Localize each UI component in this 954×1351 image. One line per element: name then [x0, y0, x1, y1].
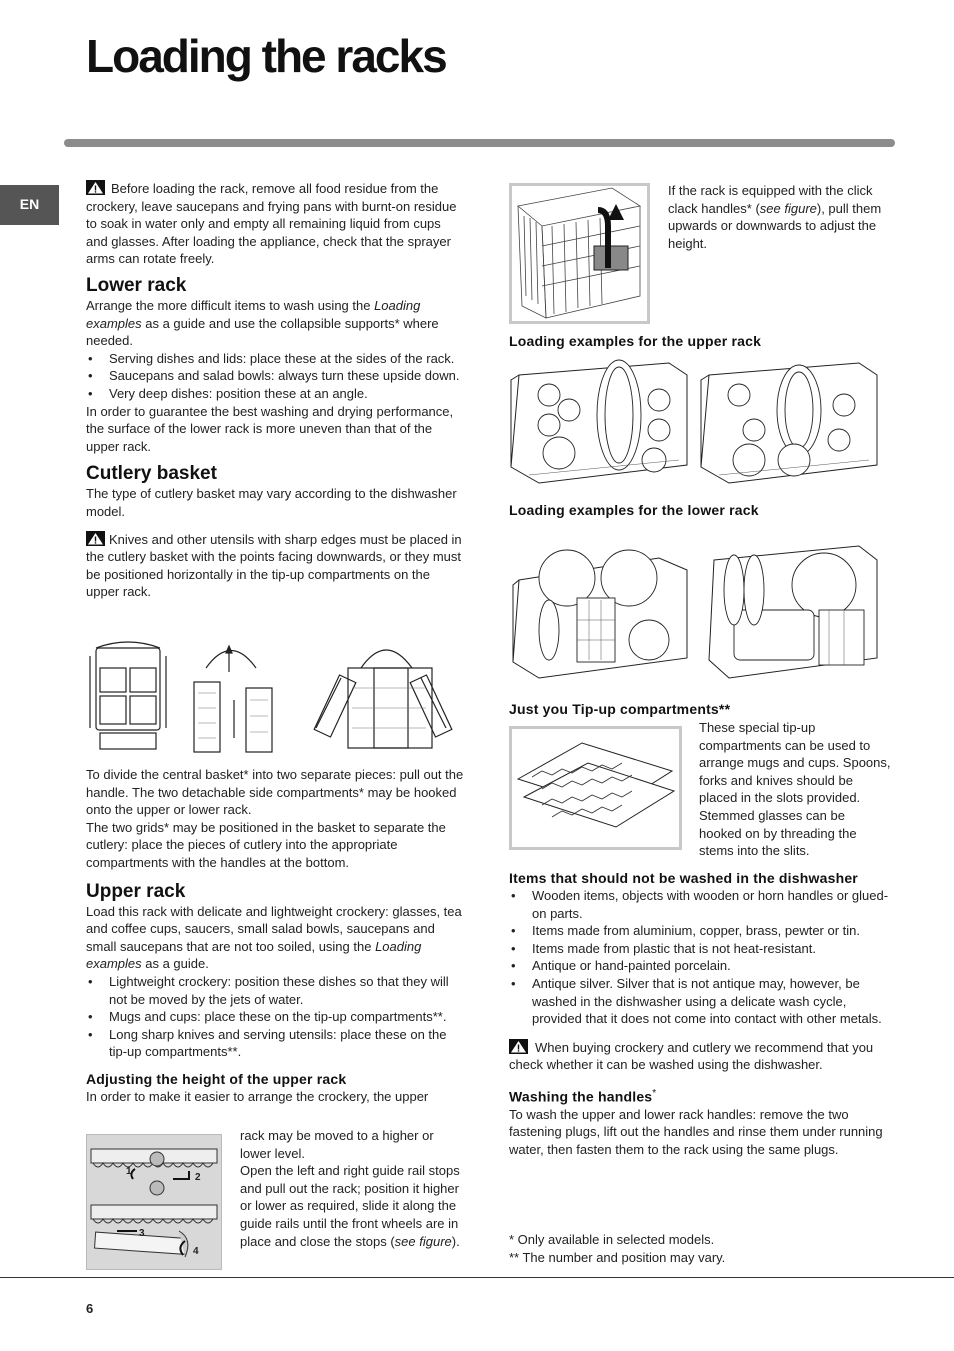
list-item: • Mugs and cups: place these on the tip-up compartments**. [86, 1008, 464, 1026]
adjust-text-block [240, 1127, 464, 1250]
fig-label-2: 2 [195, 1172, 201, 1183]
upper-rack-heading: Upper rack [86, 880, 186, 902]
warning-icon [509, 1039, 528, 1054]
upper-rack-p1 [86, 903, 464, 973]
list-item: • Antique or hand-painted porcelain. [509, 957, 889, 975]
handles-heading-mark: * [652, 1087, 657, 1099]
adjust-p2: rack may be moved to a higher or lower level. [240, 1128, 434, 1161]
lower-rack-list [86, 350, 464, 403]
height-adjust-illustration [87, 1135, 221, 1269]
page-number: 6 [86, 1301, 94, 1316]
language-tab: EN [0, 185, 59, 225]
footnote-1: * Only available in selected models. [509, 1232, 715, 1247]
cutlery-basket-figure [86, 638, 466, 762]
tipup-figure [509, 726, 682, 850]
list-item: • Items made from plastic that is not heat-resistant. [509, 940, 889, 958]
intro-warning [86, 180, 464, 268]
not-washed-list [509, 887, 889, 1028]
adjust-p1: In order to make it easier to arrange the crockery, the upper [86, 1088, 429, 1104]
tipup-text-block [699, 719, 891, 860]
handles-heading [509, 1085, 889, 1106]
handles-heading-text: Washing the handles [509, 1088, 653, 1105]
list-item: • Saucepans and salad bowls: always turn these upside down. [86, 367, 464, 385]
adjust-p3 [240, 1162, 464, 1250]
list-item: • Very deep dishes: position these at an angle. [86, 385, 464, 403]
adjust-p3-b: ). [451, 1233, 460, 1249]
adjust-p3-em: see figure [394, 1233, 452, 1249]
lower-rack-p1-a: Arrange the more difficult items to wash using the [86, 297, 375, 313]
upper-rack-p1-a: Load this rack with delicate and lightweight crockery: glasses, tea and coffee cups, saucers, small salad bowls, saucepans and small saucepans that are not too soiled, using the [86, 903, 462, 954]
lower-rack-heading: Lower rack [86, 274, 187, 296]
upper-rack-examples [509, 355, 881, 493]
adjust-p3-a: Open the left and right guide rail stops and pull out the rack; position it higher or lower as required, slide it along the guide rails until the front wheels are in place and close the stops ( [240, 1163, 460, 1249]
cutlery-p1: The type of cutlery basket may vary according to the dishwasher model. [86, 486, 457, 519]
right-column-lower [509, 869, 889, 1158]
intro-text: Before loading the rack, remove all food residue from the crockery, leave saucepans and frying pans with burnt-on residue to soak in water only and empty all remaining liquid from cups and glasses. After loading the appliance, check that the sprayer arms can rotate freely. [86, 181, 457, 267]
list-item: • Items made from aluminium, copper, brass, pewter or tin. [509, 922, 889, 940]
cutlery-p2: To divide the central basket* into two separate pieces: pull out the handle. The two detachable side compartments* may be hooked onto the upper or lower rack. [86, 767, 464, 818]
header-rule [64, 139, 895, 147]
upper-examples-heading: Loading examples for the upper rack [509, 333, 762, 349]
warning-icon [86, 180, 105, 195]
left-column-lower [86, 766, 464, 1106]
footer-rule [0, 1277, 954, 1278]
fig-label-3: 3 [139, 1228, 145, 1239]
cutlery-warning-text: Knives and other utensils with sharp edges must be placed in the cutlery basket with the points facing downwards, or they must be positioned horizontally in the tip-up compartments on the upper rack. [86, 531, 462, 600]
lower-rack-p1-b: as a guide and use the collapsible supports* where needed. [86, 315, 439, 349]
upper-rack-p1-em: Loading examples [86, 938, 422, 972]
upper-rack-p1-b: as a guide. [141, 956, 209, 972]
cutlery-warning [86, 531, 464, 601]
lower-rack-p1 [86, 297, 464, 350]
adjust-heading: Adjusting the height of the upper rack [86, 1070, 347, 1087]
cutlery-p3: The two grids* may be positioned in the basket to separate the cutlery: place the pieces of cutlery into the appropriate compartments with the handles at the bottom. [86, 819, 446, 870]
footnotes [509, 1231, 889, 1267]
tipup-heading: Just you Tip-up compartments** [509, 701, 731, 717]
handles-text: To wash the upper and lower rack handles: remove the two fastening plugs, lift out the handles and rinse them under running water, then fasten them to the rack using the same plugs. [509, 1106, 883, 1157]
page-title: Loading the racks [86, 30, 446, 82]
lower-rack-p2: In order to guarantee the best washing and drying performance, the surface of the lower rack is more uneven than that of the upper rack. [86, 403, 454, 454]
lower-rack-examples [509, 540, 881, 682]
list-item: • Wooden items, objects with wooden or horn handles or glued-on parts. [509, 887, 889, 922]
click-clack-illustration [512, 186, 647, 321]
not-washed-warning [509, 1039, 889, 1074]
tipup-text: These special tip-up compartments can be used to arrange mugs and cups. Spoons, forks and knives should be placed in the slots provided. Stemmed glasses can be hooked on by threading the stems into the slits. [699, 720, 891, 859]
lower-examples-heading: Loading examples for the lower rack [509, 502, 759, 518]
not-washed-heading: Items that should not be washed in the dishwasher [509, 870, 858, 886]
fig-label-4: 4 [193, 1246, 199, 1257]
list-item: • Long sharp knives and serving utensils: place these on the tip-up compartments**. [86, 1026, 464, 1061]
height-adjust-figure [86, 1134, 222, 1270]
not-washed-warning-text: When buying crockery and cutlery we recommend that you check whether it can be washed using the dishwasher. [509, 1039, 874, 1073]
list-item: • Serving dishes and lids: place these at the sides of the rack. [86, 350, 464, 368]
tipup-illustration [512, 729, 679, 847]
upper-rack-list [86, 973, 464, 1061]
left-column [86, 180, 464, 601]
click-clack-p [668, 182, 890, 252]
click-clack-em: see figure [759, 200, 817, 216]
click-clack-a: If the rack is equipped with the click clack handles* ( [668, 183, 873, 216]
click-clack-b: ), pull them upwards or downwards to adjust the height. [668, 200, 882, 251]
warning-icon [86, 531, 105, 546]
click-clack-figure [509, 183, 650, 324]
list-item: • Lightweight crockery: position these dishes so that they will not be moved by the jets of water. [86, 973, 464, 1008]
footnote-2: ** The number and position may vary. [509, 1250, 726, 1265]
list-item: • Antique silver. Silver that is not antique may, however, be washed in the dishwasher using a delicate wash cycle, provided that it does not come into contact with other metals. [509, 975, 889, 1028]
lower-rack-p1-em: Loading examples [86, 297, 421, 331]
cutlery-heading: Cutlery basket [86, 463, 217, 485]
fig-label-1: 1 [126, 1166, 132, 1177]
click-clack-text [668, 182, 890, 252]
